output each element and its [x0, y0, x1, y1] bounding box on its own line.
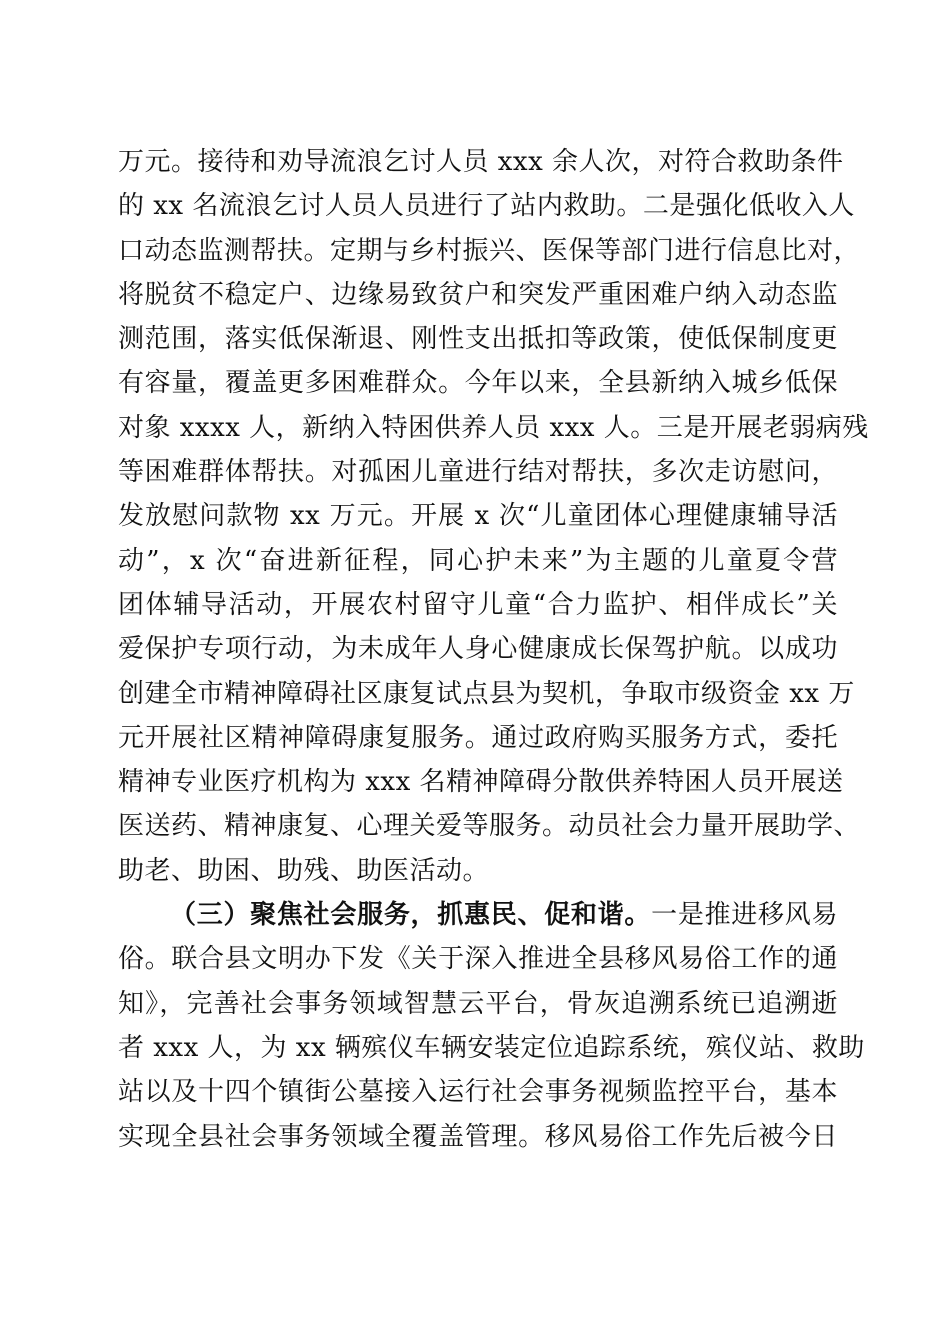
section-3-first-line [118, 893, 838, 937]
text-line: 对象 xxxx 人，新纳入特困供养人员 xxx 人。三是开展老弱病残 [118, 412, 869, 443]
text-line: 万元。接待和劝导流浪乞讨人员 xxx 余人次，对符合救助条件 [118, 147, 844, 177]
text-line: 发放慰问款物 xx 万元。开展 x 次“儿童团体心理健康辅导活 [118, 501, 838, 532]
text-line: 知》，完善社会事务领域智慧云平台，骨灰追溯系统已追溯逝 [118, 988, 838, 1019]
text-line: 俗。联合县文明办下发《关于深入推进全县移风易俗工作的通 [118, 944, 838, 975]
section-3-first-line-text: 一是推进移风易 [651, 900, 838, 931]
text-line: 团体辅导活动，开展农村留守儿童“合力监护、相伴成长”关 [118, 589, 838, 620]
text-line: 实现全县社会事务领域全覆盖管理。移风易俗工作先后被今日 [118, 1121, 838, 1152]
body-text [118, 140, 869, 1159]
text-line: 等困难群体帮扶。对孤困儿童进行结对帮扶，多次走访慰问， [118, 457, 838, 488]
text-line: 医送药、精神康复、心理关爱等服务。动员社会力量开展助学、 [118, 811, 861, 842]
section-3-heading: （三）聚焦社会服务，抓惠民、促和谐。 [170, 900, 652, 931]
text-line: 元开展社区精神障碍康复服务。通过政府购买服务方式，委托 [118, 722, 838, 753]
text-line: 助老、助困、助残、助医活动。 [118, 855, 490, 886]
text-line: 精神专业医疗机构为 xxx 名精神障碍分散供养特困人员开展送 [118, 767, 844, 798]
text-line: 的 xx 名流浪乞讨人员人员进行了站内救助。二是强化低收入人 [118, 191, 855, 222]
text-line: 有容量，覆盖更多困难群众。今年以来，全县新纳入城乡低保 [118, 368, 838, 399]
text-line: 将脱贫不稳定户、边缘易致贫户和突发严重困难户纳入动态监 [118, 279, 838, 310]
text-line: 动”，x 次“奋进新征程，同心护未来”为主题的儿童夏令营 [118, 545, 838, 576]
text-line: 站以及十四个镇街公墓接入运行社会事务视频监控平台，基本 [118, 1077, 838, 1108]
text-line: 者 xxx 人，为 xx 辆殡仪车辆安装定位追踪系统，殡仪站、救助 [118, 1032, 865, 1063]
text-line: 测范围，落实低保渐退、刚性支出抵扣等政策，使低保制度更 [118, 324, 838, 355]
text-line: 爱保护专项行动，为未成年人身心健康成长保驾护航。以成功 [118, 634, 838, 665]
text-line: 创建全市精神障碍社区康复试点县为契机，争取市级资金 xx 万 [118, 678, 855, 709]
text-line: 口动态监测帮扶。定期与乡村振兴、医保等部门进行信息比对， [118, 235, 861, 266]
